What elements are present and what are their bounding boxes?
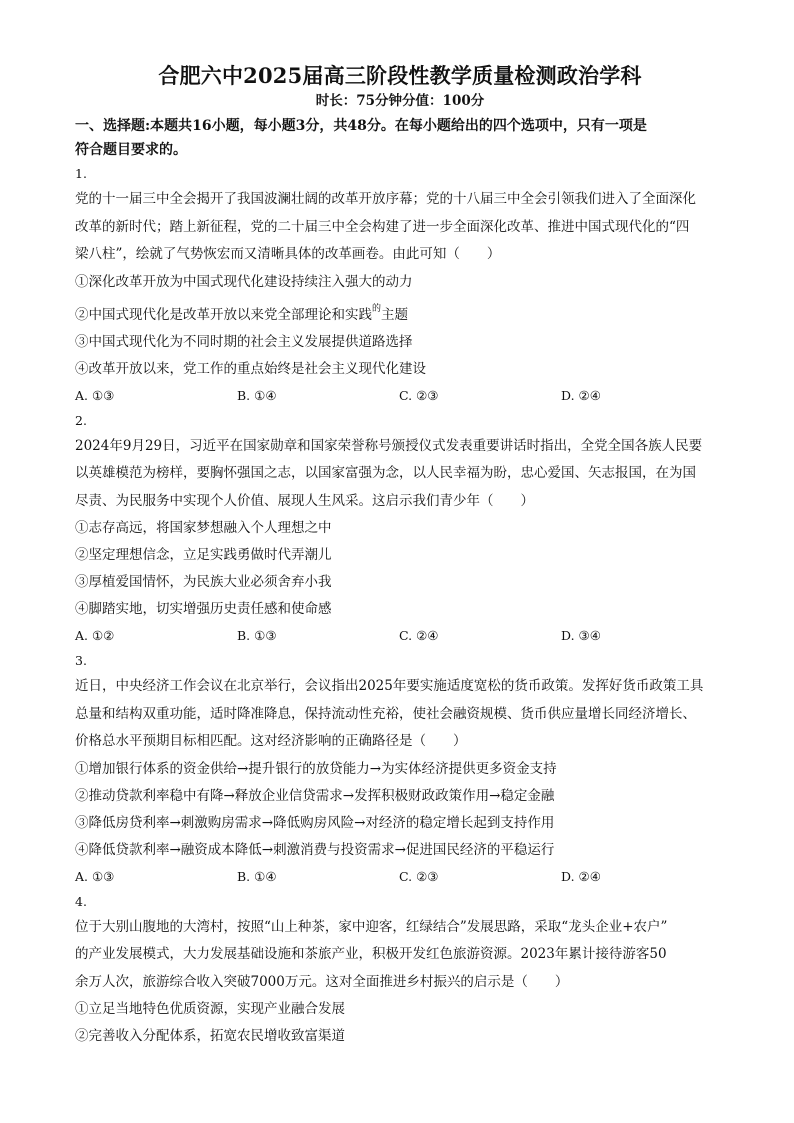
exam-duration-score: 时长：75分钟分值：100分 [315, 93, 485, 109]
statement-option: ③降低房贷利率→刺激购房需求→降低购房风险→对经济的稳定增长起到支持作用 [75, 814, 555, 831]
question-stem-line: 近日，中央经济工作会议在北京举行，会议指出2025年要实施适度宽松的货币政策。发挥好货币政策工具 [75, 678, 704, 694]
question-1 [75, 162, 725, 409]
answer-choice-a: A. ①③ [75, 868, 115, 884]
statement-option: ④改革开放以来，党工作的重点始终是社会主义现代化建设 [75, 360, 426, 377]
answer-choice-d: D. ②④ [561, 868, 601, 884]
statement-option: ④降低贷款利率→融资成本降低→刺激消费与投资需求→促进国民经济的平稳运行 [75, 841, 555, 858]
answer-choice-a: A. ①③ [75, 387, 115, 403]
question-4 [75, 890, 725, 1051]
statement-option [75, 296, 725, 329]
question-stem-line: 2024年9月29日，习近平在国家勋章和国家荣誉称号颁授仪式发表重要讲话时指出，全党全国各族人民要 [75, 437, 703, 454]
statement-option: ③厚植爱国情怀，为民族大业必须舍弃小我 [75, 574, 332, 590]
statement-option: ②推动贷款利率稳中有降→释放企业信贷需求→发挥积极财政政策作用→稳定金融 [75, 787, 555, 804]
section-heading [75, 114, 725, 162]
question-number: 3. [75, 653, 87, 668]
answer-choice-c: C. ②③ [399, 387, 439, 403]
question-stem-line: 价格总水平预期目标相匹配。这对经济影响的正确路径是（ ） [75, 733, 467, 749]
question-stem-line: 总量和结构双重功能，适时降准降息，保持流动性充裕，使社会融资规模、货币供应量增长同经济增长、 [75, 705, 696, 722]
question-stem-line: 位于大别山腹地的大湾村，按照“山上种茶，家中迎客，红绿结合”发展思路，采取“龙头企业+农户” [75, 918, 668, 935]
statement-option: ②完善收入分配体系，拓宽农民增收致富渠道 [75, 1028, 345, 1044]
section-heading-line: 一、选择题:本题共16小题，每小题3分，共48分。在每小题给出的四个选项中，只有一项是 [75, 118, 647, 134]
question-stem-line: 余万人次，旅游综合收入突破7000万元。这对全面推进乡村振兴的启示是（ ） [75, 973, 569, 990]
answer-choice-a: A. ①② [75, 628, 115, 643]
answer-choices [75, 383, 725, 409]
question-stem-line: 尽责、为民服务中实现个人价值、展现人生风采。这启示我们青少年（ ） [75, 492, 534, 509]
statement-option: ②坚定理想信念，立足实践勇做时代弄潮儿 [75, 547, 332, 563]
statement-option: ①深化改革开放为中国式现代化建设持续注入强大的动力 [75, 273, 413, 290]
answer-choice-b: B. ①④ [237, 868, 277, 884]
statement-option-tail: 主题 [381, 306, 409, 323]
question-number: 4. [75, 893, 87, 909]
question-stem-line: 梁八柱”，绘就了气势恢宏而又清晰具体的改革画卷。由此可知（ ） [75, 246, 501, 262]
question-stem-line: 改革的新时代；踏上新征程，党的二十届三中全会构建了进一步全面深化改革、推进中国式现代化的“四 [75, 218, 690, 235]
statement-option: ①志存高远，将国家梦想融入个人理想之中 [75, 520, 332, 536]
answer-choices [75, 623, 725, 649]
question-number: 2. [75, 412, 87, 428]
question-stem-line: 的产业发展模式，大力发展基础设施和茶旅产业，积极开发红色旅游资源。2023年累计接待游客50 [75, 946, 667, 962]
answer-choice-b: B. ①③ [237, 628, 277, 643]
answer-choice-c: C. ②④ [399, 628, 439, 643]
page-title: 合肥六中2025届高三阶段性教学质量检测政治学科 [158, 63, 642, 88]
answer-choices [75, 864, 725, 890]
superscript-char: 的 [372, 303, 382, 314]
question-stem-line: 以英雄模范为榜样，要胸怀强国之志，以国家富强为念，以人民幸福为盼，忠心爱国、矢志报国，在为国 [75, 465, 696, 481]
statement-option-text: ②中国式现代化是改革开放以来党全部理论和实践 [75, 306, 372, 323]
statement-option: ③中国式现代化为不同时期的社会主义发展提供道路选择 [75, 333, 413, 350]
answer-choice-c: C. ②③ [399, 868, 439, 884]
question-number: 1. [75, 166, 87, 181]
question-stem-line: 党的十一届三中全会揭开了我国波澜壮阔的改革开放序幕；党的十八届三中全会引领我们进入了全面深化 [75, 191, 696, 207]
statement-option: ④脚踏实地，切实增强历史责任感和使命感 [75, 601, 332, 617]
exam-page [75, 62, 725, 1050]
answer-choice-d: D. ②④ [561, 387, 601, 403]
statement-option: ①立足当地特色优质资源，实现产业融合发展 [75, 1001, 345, 1017]
question-3 [75, 649, 725, 890]
answer-choice-b: B. ①④ [237, 387, 277, 403]
section-heading-line: 符合题目要求的。 [75, 142, 187, 158]
answer-choice-d: D. ③④ [561, 628, 601, 643]
question-2 [75, 409, 725, 650]
statement-option: ①增加银行体系的资金供给→提升银行的放贷能力→为实体经济提供更多资金支持 [75, 760, 557, 777]
